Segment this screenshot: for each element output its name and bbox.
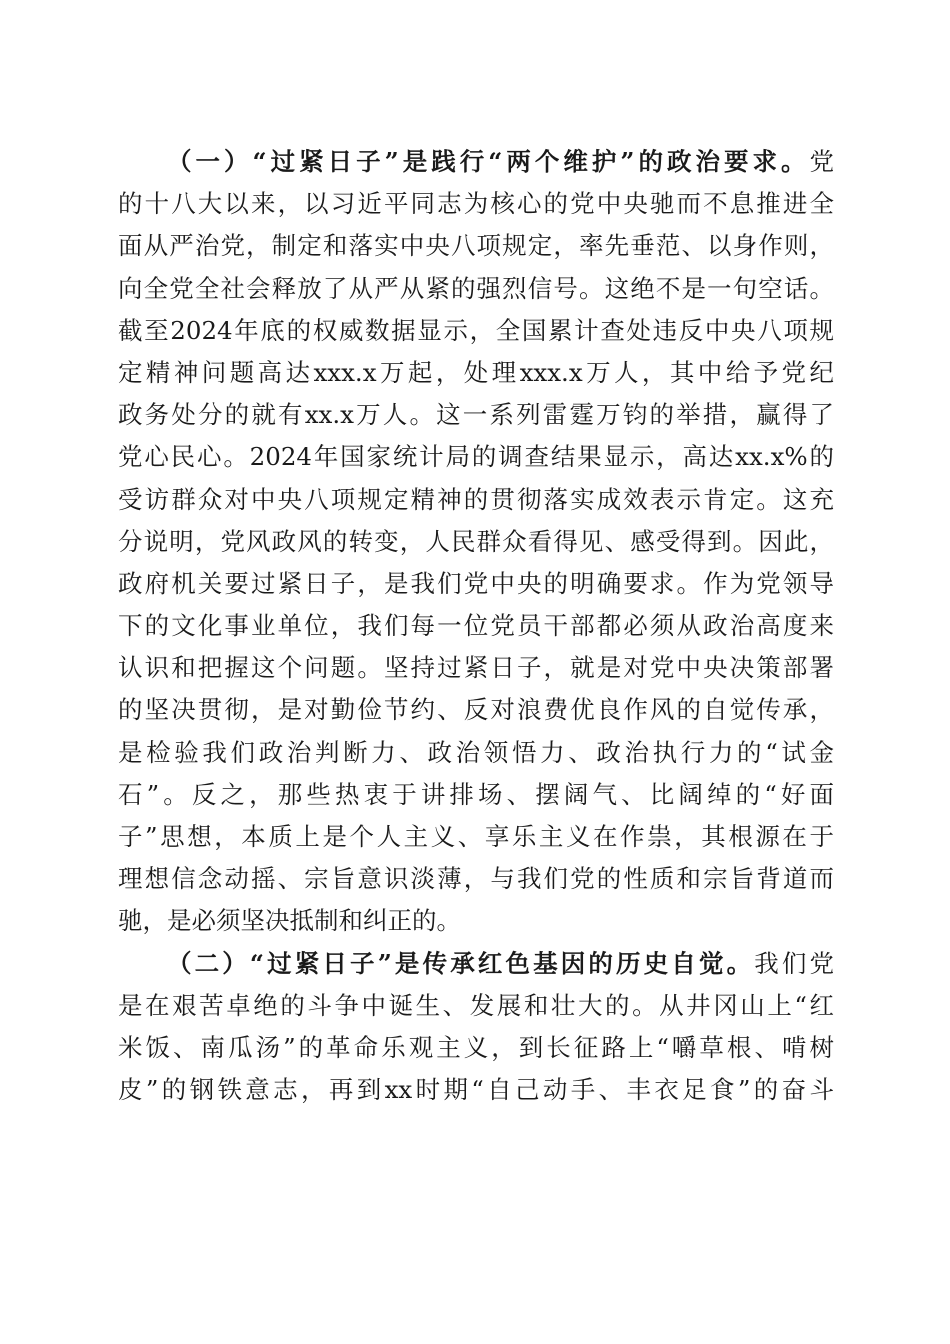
- paragraph-1-line-3: 面从严治党，制定和落实中央八项规定，率先垂范、以身作则，: [118, 231, 834, 261]
- paragraph-2-line-4: 皮”的钢铁意志，再到xx时期“自己动手、丰衣足食”的奋斗: [118, 1075, 834, 1105]
- paragraph-1-line-11: 政府机关要过紧日子，是我们党中央的明确要求。作为党领导: [118, 568, 834, 598]
- paragraph-2-line-1: [118, 943, 834, 985]
- paragraph-1-line-12: 下的文化事业单位，我们每一位党员干部都必须从政治高度来: [118, 611, 834, 641]
- paragraph-1: [118, 141, 834, 943]
- paragraph-1-line-16: 石”。反之，那些热衷于讲排场、摆阔气、比阔绰的“好面: [118, 779, 834, 809]
- paragraph-1-line-4: 向全党全社会释放了从严从紧的强烈信号。这绝不是一句空话。: [118, 273, 834, 303]
- paragraph-1-line-17: 子”思想，本质上是个人主义、享乐主义在作祟，其根源在于: [118, 822, 834, 851]
- paragraph-1-line-5: 截至2024年底的权威数据显示，全国累计查处违反中央八项规: [118, 315, 834, 345]
- paragraph-1-line-6: 定精神问题高达xxx.x万起，处理xxx.x万人，其中给予党纪: [118, 357, 834, 387]
- paragraph-1-line-13: 认识和把握这个问题。坚持过紧日子，就是对党中央决策部署: [118, 653, 834, 683]
- document-body: [118, 141, 834, 1111]
- paragraph-2-heading: （二）“过紧日子”是传承红色基因的历史自觉。: [167, 948, 755, 978]
- paragraph-1-line-19: 驰，是必须坚决抵制和纠正的。: [118, 906, 461, 936]
- paragraph-2-line-2: 是在艰苦卓绝的斗争中诞生、发展和壮大的。从井冈山上“红: [118, 990, 834, 1020]
- paragraph-1-line-10: 分说明，党风政风的转变，人民群众看得见、感受得到。因此，: [118, 526, 834, 556]
- paragraph-1-line-15: 是检验我们政治判断力、政治领悟力、政治执行力的“试金: [118, 737, 834, 767]
- paragraph-1-line-9: 受访群众对中央八项规定精神的贯彻落实成效表示肯定。这充: [118, 484, 834, 514]
- paragraph-1-line-14: 的坚决贯彻，是对勤俭节约、反对浪费优良作风的自觉传承，: [118, 695, 834, 725]
- paragraph-1-heading-continuation: 党: [809, 147, 834, 176]
- paragraph-2-line-3: 米饭、南瓜汤”的革命乐观主义，到长征路上“嚼草根、啃树: [118, 1032, 834, 1062]
- paragraph-1-heading: （一）“过紧日子”是践行“两个维护”的政治要求。: [167, 147, 810, 176]
- paragraph-1-line-18: 理想信念动摇、宗旨意识淡薄，与我们党的性质和宗旨背道而: [118, 864, 834, 894]
- paragraph-2-heading-continuation: 我们党: [754, 948, 835, 978]
- paragraph-1-line-7: 政务处分的就有xx.x万人。这一系列雷霆万钧的举措，赢得了: [118, 400, 834, 430]
- paragraph-2: [118, 943, 834, 1112]
- paragraph-1-line-2: 的十八大以来，以习近平同志为核心的党中央驰而不息推进全: [118, 189, 834, 219]
- paragraph-1-line-8: 党心民心。2024年国家统计局的调查结果显示，高达xx.x%的: [118, 442, 834, 472]
- paragraph-1-line-1: [118, 141, 834, 183]
